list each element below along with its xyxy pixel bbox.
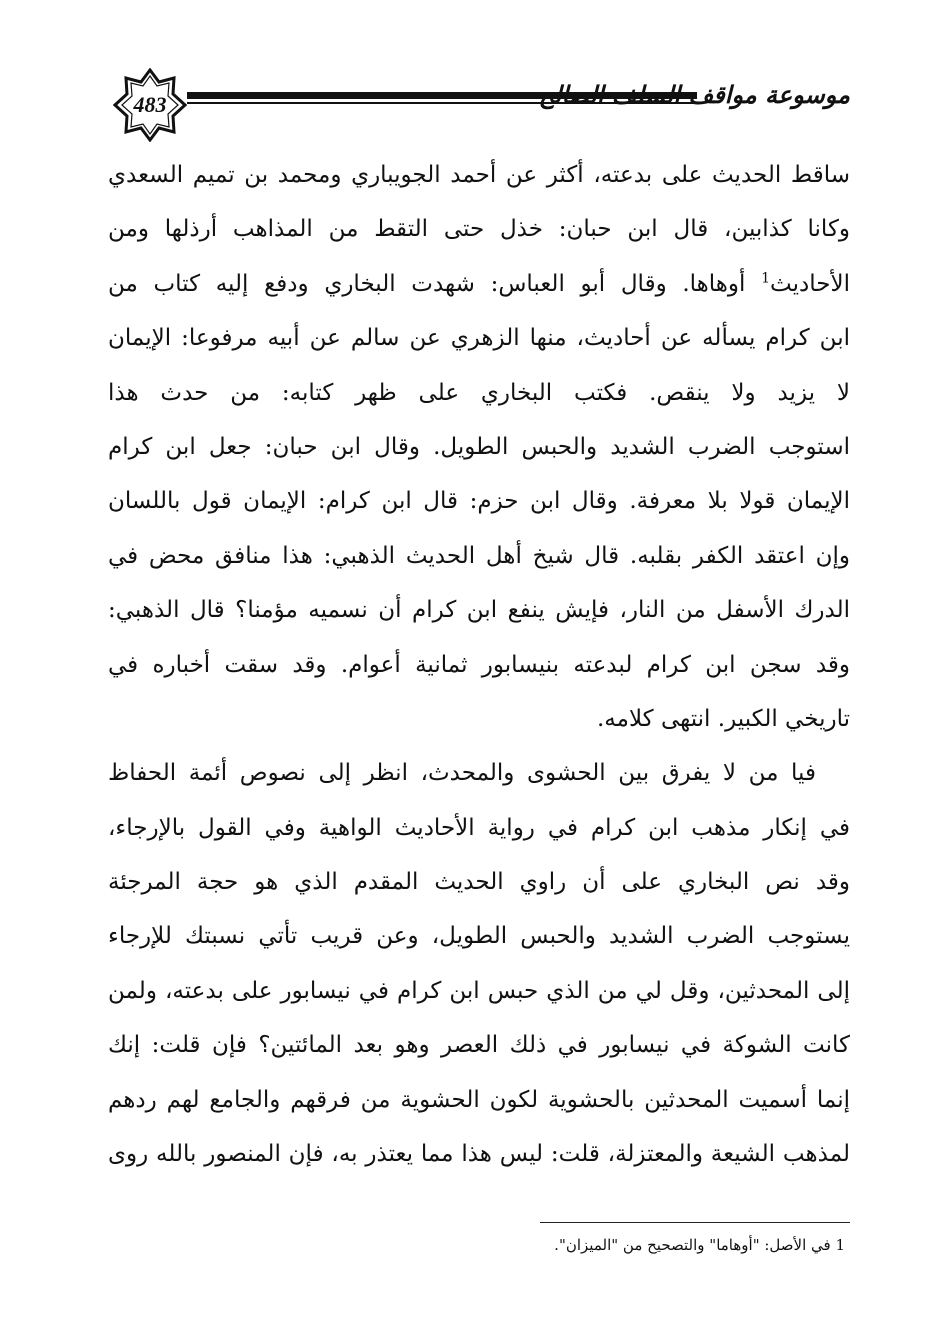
text-line-prefix: الأحاديث xyxy=(770,270,851,297)
text-line: كانت الشوكة في نيسابور في ذلك العصر وهو بعد المائتين؟ فإن قلت: إنك xyxy=(108,1032,850,1059)
text-line: إلى المحدثين، وقل لي من الذي حبس ابن كرام في نيسابور على بدعته، ولمن xyxy=(108,977,850,1004)
page-number: 483 xyxy=(133,92,167,117)
footnote-reference[interactable]: 1 xyxy=(761,270,771,287)
text-line-with-footnote xyxy=(108,257,850,311)
text-line: الإيمان قولا بلا معرفة. وقال ابن حزم: قال ابن كرام: الإيمان قول باللسان xyxy=(108,488,850,515)
text-line: تاريخي الكبير. انتهى كلامه. xyxy=(597,705,850,732)
text-line: ابن كرام يسأله عن أحاديث، منها الزهري عن سالم عن أبيه مرفوعا: الإيمان xyxy=(108,325,850,352)
text-line: يستوجب الضرب الشديد والحبس الطويل، وعن قريب تأتي نسبتك للإرجاء xyxy=(108,923,850,950)
footnote: 1 في الأصل: "أوهاما" والتصحيح من "الميزان". xyxy=(554,1236,845,1254)
page-number-badge xyxy=(113,68,187,142)
text-line: في إنكار مذهب ابن كرام في رواية الأحاديث الواهية وفي القول بالإرجاء، xyxy=(108,814,850,841)
text-line: إنما أسميت المحدثين بالحشوية لكون الحشوية من فرقهم والجامع لهم ردهم xyxy=(108,1086,850,1113)
book-title: موسوعة مواقف السلف الصالح xyxy=(538,80,850,109)
text-line: وقد نص البخاري على أن راوي الحديث المقدم الذي هو حجة المرجئة xyxy=(108,869,850,896)
paragraph-start-line: فيا من لا يفرق بين الحشوى والمحدث، انظر إلى نصوص أئمة الحفاظ xyxy=(108,760,816,787)
text-line: استوجب الضرب الشديد والحبس الطويل. وقال ابن حبان: جعل ابن كرام xyxy=(108,433,850,460)
text-line: لا يزيد ولا ينقص. فكتب البخاري على ظهر كتابه: من حدث هذا xyxy=(108,379,850,406)
text-line: وكانا كذابين، قال ابن حبان: خذل حتى التقط من المذاهب أرذلها ومن xyxy=(108,216,850,243)
text-line-rest: أوهاها. وقال أبو العباس: شهدت البخاري ودفع إليه كتاب من xyxy=(108,270,746,297)
text-line: الدرك الأسفل من النار، فإيش ينفع ابن كرام أن نسميه مؤمنا؟ قال الذهبي: xyxy=(108,597,850,624)
text-line: وإن اعتقد الكفر بقلبه. قال شيخ أهل الحديث الذهبي: هذا منافق محض في xyxy=(108,542,850,569)
text-line: وقد سجن ابن كرام لبدعته بنيسابور ثمانية أعوام. وقد سقت أخباره في xyxy=(108,651,850,678)
page-header xyxy=(105,62,850,142)
footnote-divider xyxy=(540,1222,850,1223)
main-text xyxy=(108,148,850,1181)
text-line: لمذهب الشيعة والمعتزلة، قلت: ليس هذا مما يعتذر به، فإن المنصور بالله روى xyxy=(108,1141,850,1168)
text-line: ساقط الحديث على بدعته، أكثر عن أحمد الجويباري ومحمد بن تميم السعدي xyxy=(108,162,850,188)
